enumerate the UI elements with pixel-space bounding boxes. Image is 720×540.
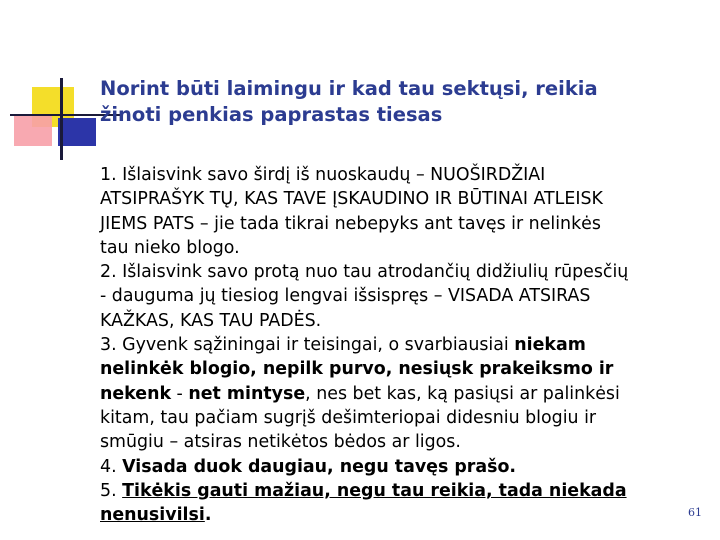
pink-square <box>14 116 52 146</box>
item-3-bold-1: niekam <box>514 335 586 356</box>
item-3-bold-2: nelinkėk blogio, nepilk purvo, nesiųsk prakeiksmo ir <box>100 359 614 380</box>
item-3-bold-3: nekenk <box>100 383 172 404</box>
item-5-prefix: 5. <box>100 480 123 501</box>
item-2-line-1: 2. Išlaisvink savo protą nuo tau atrodančių didžiulių rūpesčių <box>100 262 629 283</box>
blue-square <box>58 118 96 146</box>
slide-body <box>100 163 700 527</box>
item-3-line-5: smūgiu – atsiras netikėtos bėdos ar ligos. <box>100 432 461 453</box>
item-4 <box>100 455 700 479</box>
item-1 <box>100 163 700 260</box>
item-1-line-2: ATSIPRAŠYK TŲ, KAS TAVE ĮSKAUDINO IR BŪTINAI ATLEISK <box>100 189 603 210</box>
item-3-text-1: 3. Gyvenk sąžiningai ir teisingai, o svarbiausiai <box>100 335 515 356</box>
item-1-line-3: JIEMS PATS – jie tada tikrai nebepyks ant tavęs ir nelinkės <box>100 213 601 234</box>
vertical-rule <box>60 78 63 160</box>
decorative-squares <box>0 0 110 170</box>
item-3 <box>100 333 700 454</box>
item-3-line-4: kitam, tau pačiam sugrįš dešimteriopai didesniu blogiu ir <box>100 407 597 428</box>
item-4-bold: Visada duok daugiau, negu tavęs prašo. <box>122 456 517 477</box>
item-3-bold-4: net mintyse <box>188 383 306 404</box>
item-2-line-2: - dauguma jų tiesiog lengvai išsispręs – VISADA ATSIRAS <box>100 286 591 307</box>
title-line-1: Norint būti laimingu ir kad tau sektųsi, reikia <box>100 77 598 100</box>
title-line-2: žinoti penkias paprastas tiesas <box>100 103 443 126</box>
item-2-line-3: KAŽKAS, KAS TAU PADĖS. <box>100 310 322 331</box>
item-4-prefix: 4. <box>100 456 123 477</box>
item-2 <box>100 260 700 333</box>
item-5-suffix: . <box>204 505 212 526</box>
slide-title <box>100 76 680 128</box>
item-5 <box>100 479 700 528</box>
item-1-line-4: tau nieko blogo. <box>100 237 240 258</box>
item-1-line-1: 1. Išlaisvink savo širdį iš nuoskaudų – NUOŠIRDŽIAI <box>100 165 546 185</box>
item-3-text-2: - <box>171 383 189 404</box>
item-5-underlined-1: Tikėkis gauti mažiau, negu tau reikia, tada niekada <box>122 480 627 501</box>
page-number: 61 <box>688 506 702 519</box>
item-5-underlined-2: nenusivilsi <box>100 505 205 526</box>
item-3-text-3: , nes bet kas, ką pasiųsi ar palinkėsi <box>305 383 620 404</box>
